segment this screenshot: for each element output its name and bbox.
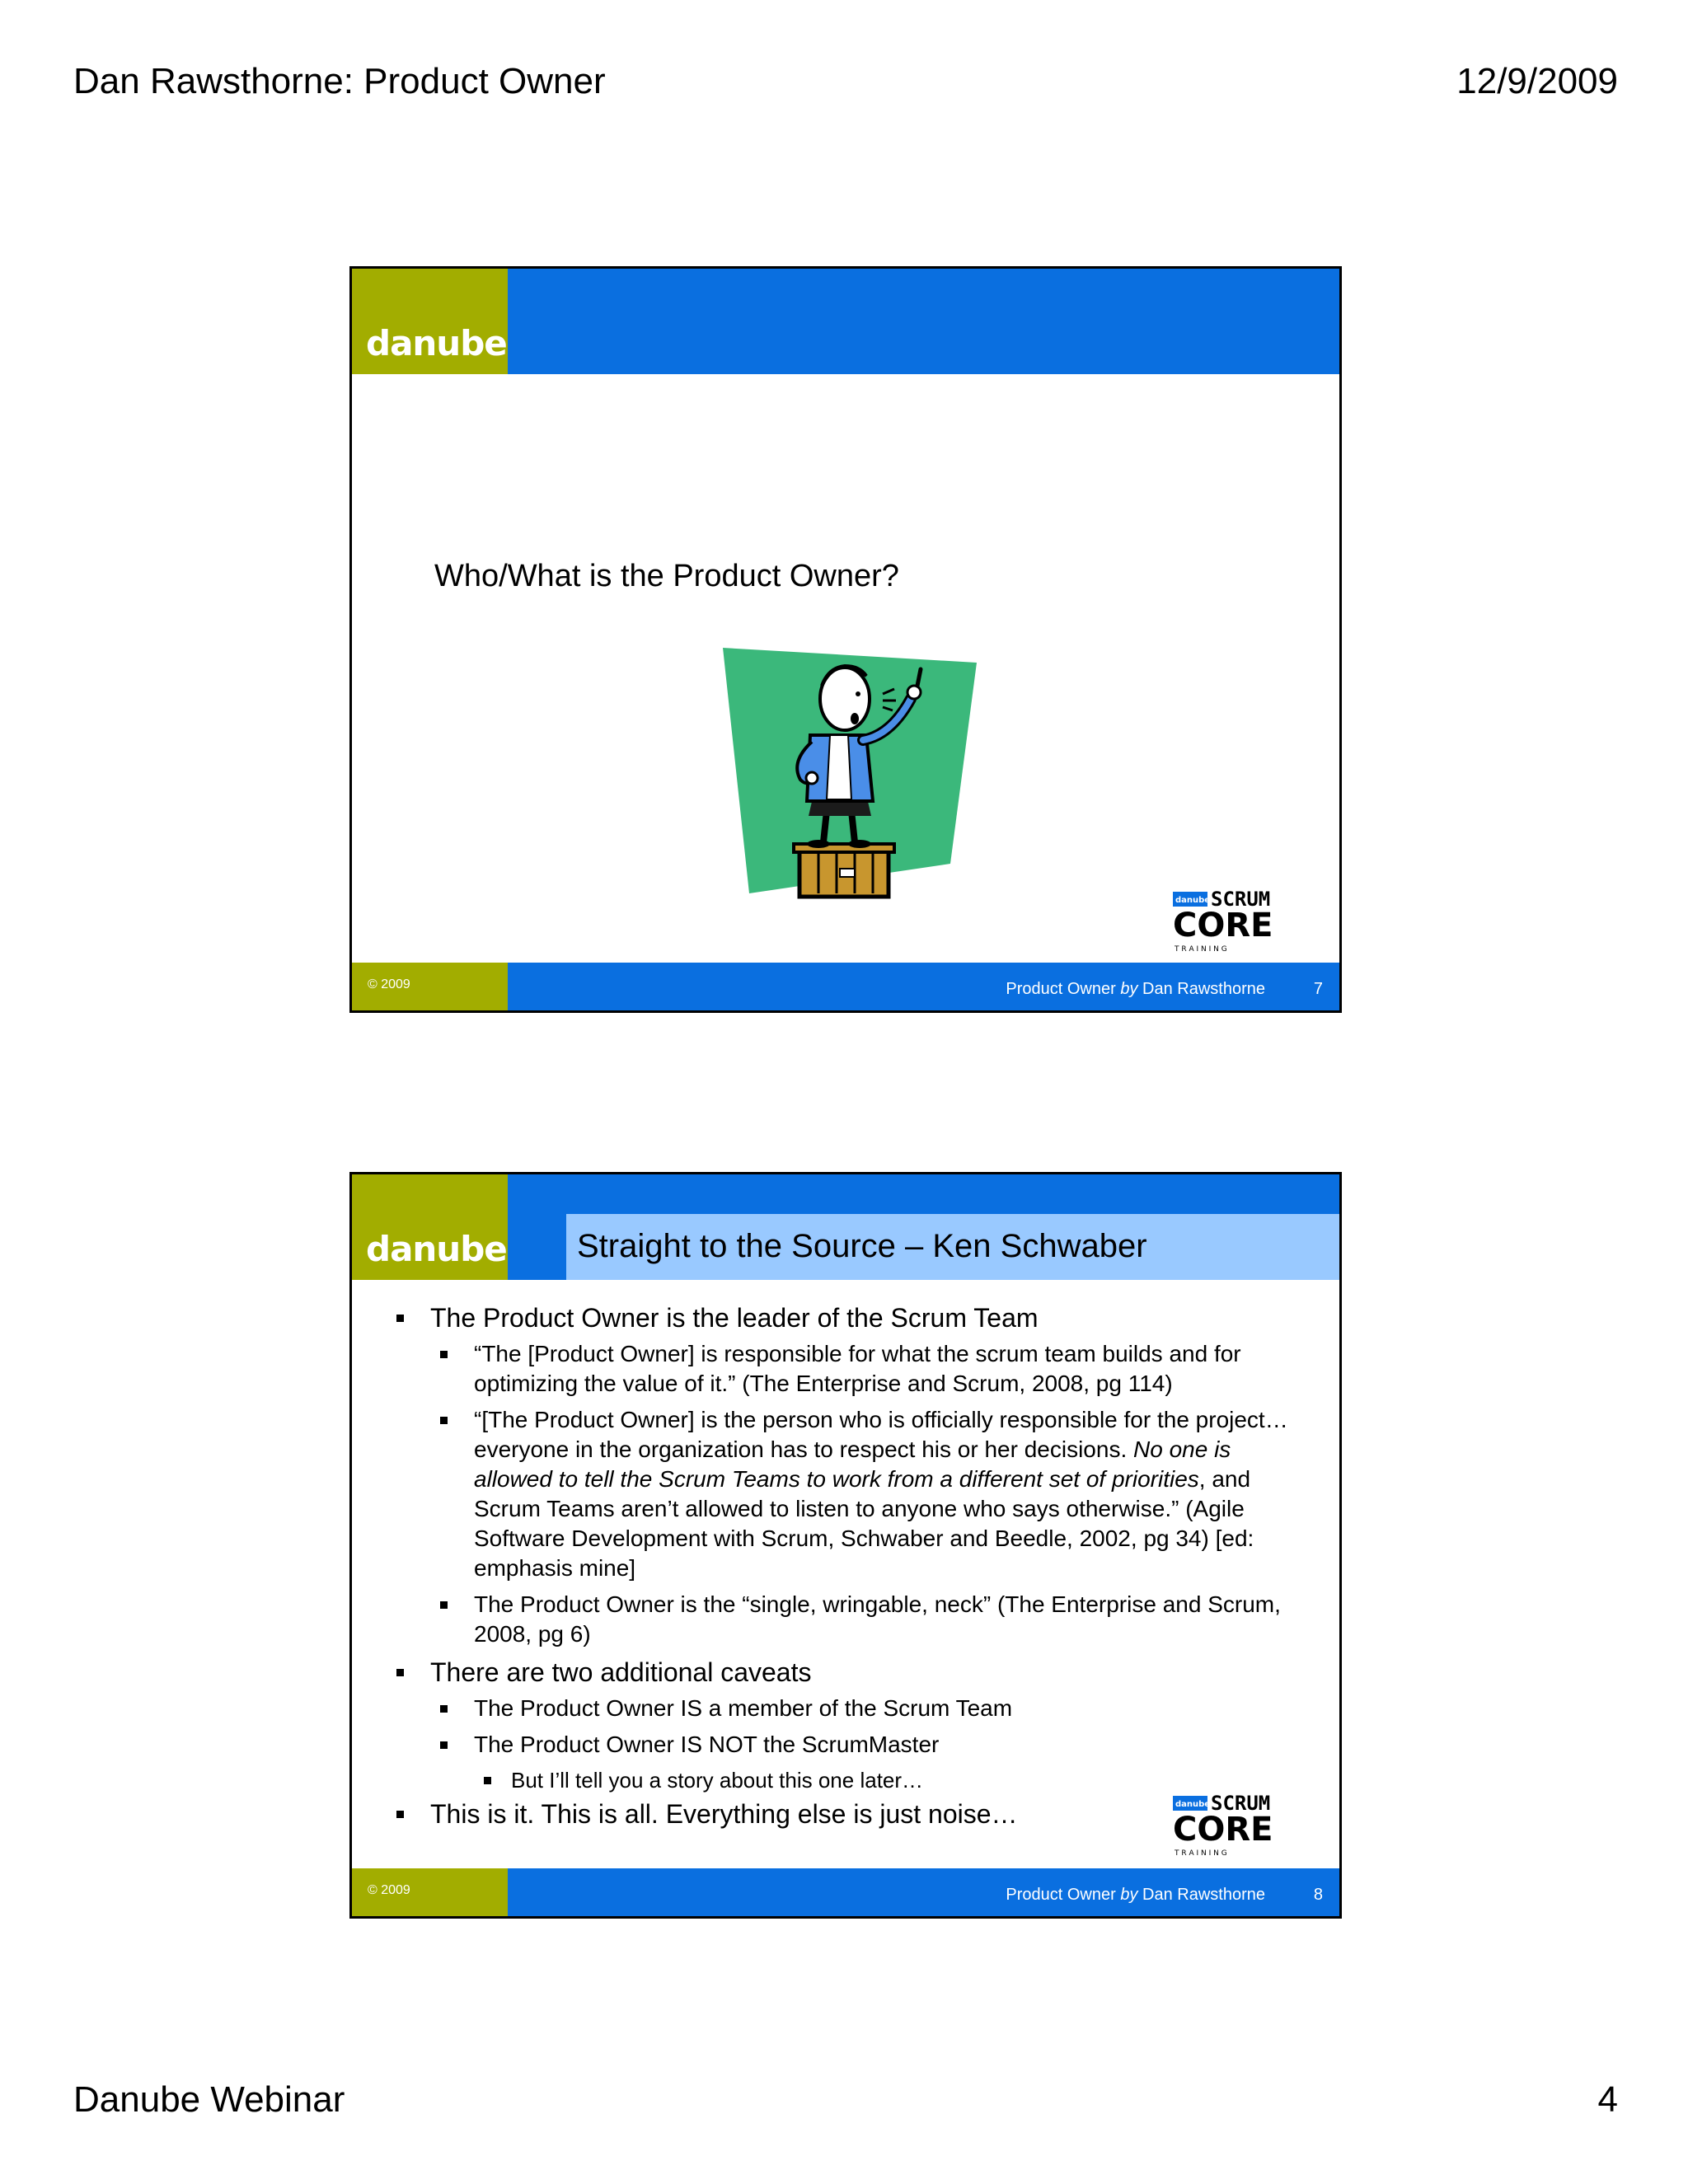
document-date: 12/9/2009 (1456, 61, 1618, 101)
sub-bullet: The Product Owner IS NOT the ScrumMaster (393, 1730, 1306, 1760)
bullet-list (393, 1301, 1306, 1835)
logo-brand-text: danube (1175, 1800, 1211, 1809)
slide-number: 7 (1313, 980, 1323, 998)
slide-8 (349, 1172, 1342, 1919)
copyright: © 2009 (368, 1883, 410, 1897)
copyright: © 2009 (368, 977, 410, 991)
slide-7 (349, 266, 1342, 1013)
danube-logo: danube (366, 323, 507, 363)
logo-scrum-text: SCRUM (1211, 890, 1271, 911)
logo-training-text: T R A I N I N G (1175, 1849, 1227, 1857)
document-title: Dan Rawsthorne: Product Owner (73, 61, 606, 101)
logo-core-text: CORE (1173, 907, 1273, 944)
slide-number: 8 (1313, 1886, 1323, 1904)
sub-bullet: “[The Product Owner] is the person who is officially responsible for the project… everyone in the organization has to respect his or her decisions. No one is allowed to tell the Scrum Teams to work from a different set of priorities, and Scrum Teams aren’t allowed to listen to anyone who says otherwise.” (Agile Software Development with Scrum, Schwaber and Beedle, 2002, pg 34) [ed: emphasis mine] (393, 1405, 1306, 1583)
title-band (566, 1214, 1339, 1280)
bullet: The Product Owner is the leader of the Scrum Team (393, 1301, 1306, 1334)
slide-title: Who/What is the Product Owner? (434, 559, 899, 593)
danube-logo: danube (366, 1229, 507, 1269)
product-owner-clipart (721, 646, 985, 913)
scrum-core-training-logo (1173, 890, 1321, 953)
logo-training-text: T R A I N I N G (1175, 945, 1227, 953)
logo-scrum-text: SCRUM (1211, 1794, 1271, 1815)
page-number: 4 (1597, 2079, 1618, 2120)
sub-sub-bullet: But I’ll tell you a story about this one later… (393, 1766, 1306, 1794)
sub-bullet: The Product Owner is the “single, wringable, neck” (The Enterprise and Scrum, 2008, pg 6) (393, 1590, 1306, 1649)
document-footer-left: Danube Webinar (73, 2079, 345, 2120)
slide-footer-text: Product Owner by Dan Rawsthorne (1006, 1886, 1265, 1904)
sub-bullet: “The [Product Owner] is responsible for what the scrum team builds and for optimizing the value of it.” (The Enterprise and Scrum, 2008, pg 114) (393, 1339, 1306, 1399)
slide-footer-text: Product Owner by Dan Rawsthorne (1006, 980, 1265, 998)
scrum-core-training-logo (1173, 1794, 1321, 1857)
bullet: There are two additional caveats (393, 1656, 1306, 1689)
slide-title: Straight to the Source – Ken Schwaber (577, 1228, 1147, 1264)
logo-core-text: CORE (1173, 1811, 1273, 1849)
sub-bullet: The Product Owner IS a member of the Scrum Team (393, 1694, 1306, 1723)
logo-brand-text: danube (1175, 896, 1211, 905)
header-blue-bar (508, 269, 1339, 374)
bullet: This is it. This is all. Everything else is just noise… (393, 1797, 1306, 1830)
